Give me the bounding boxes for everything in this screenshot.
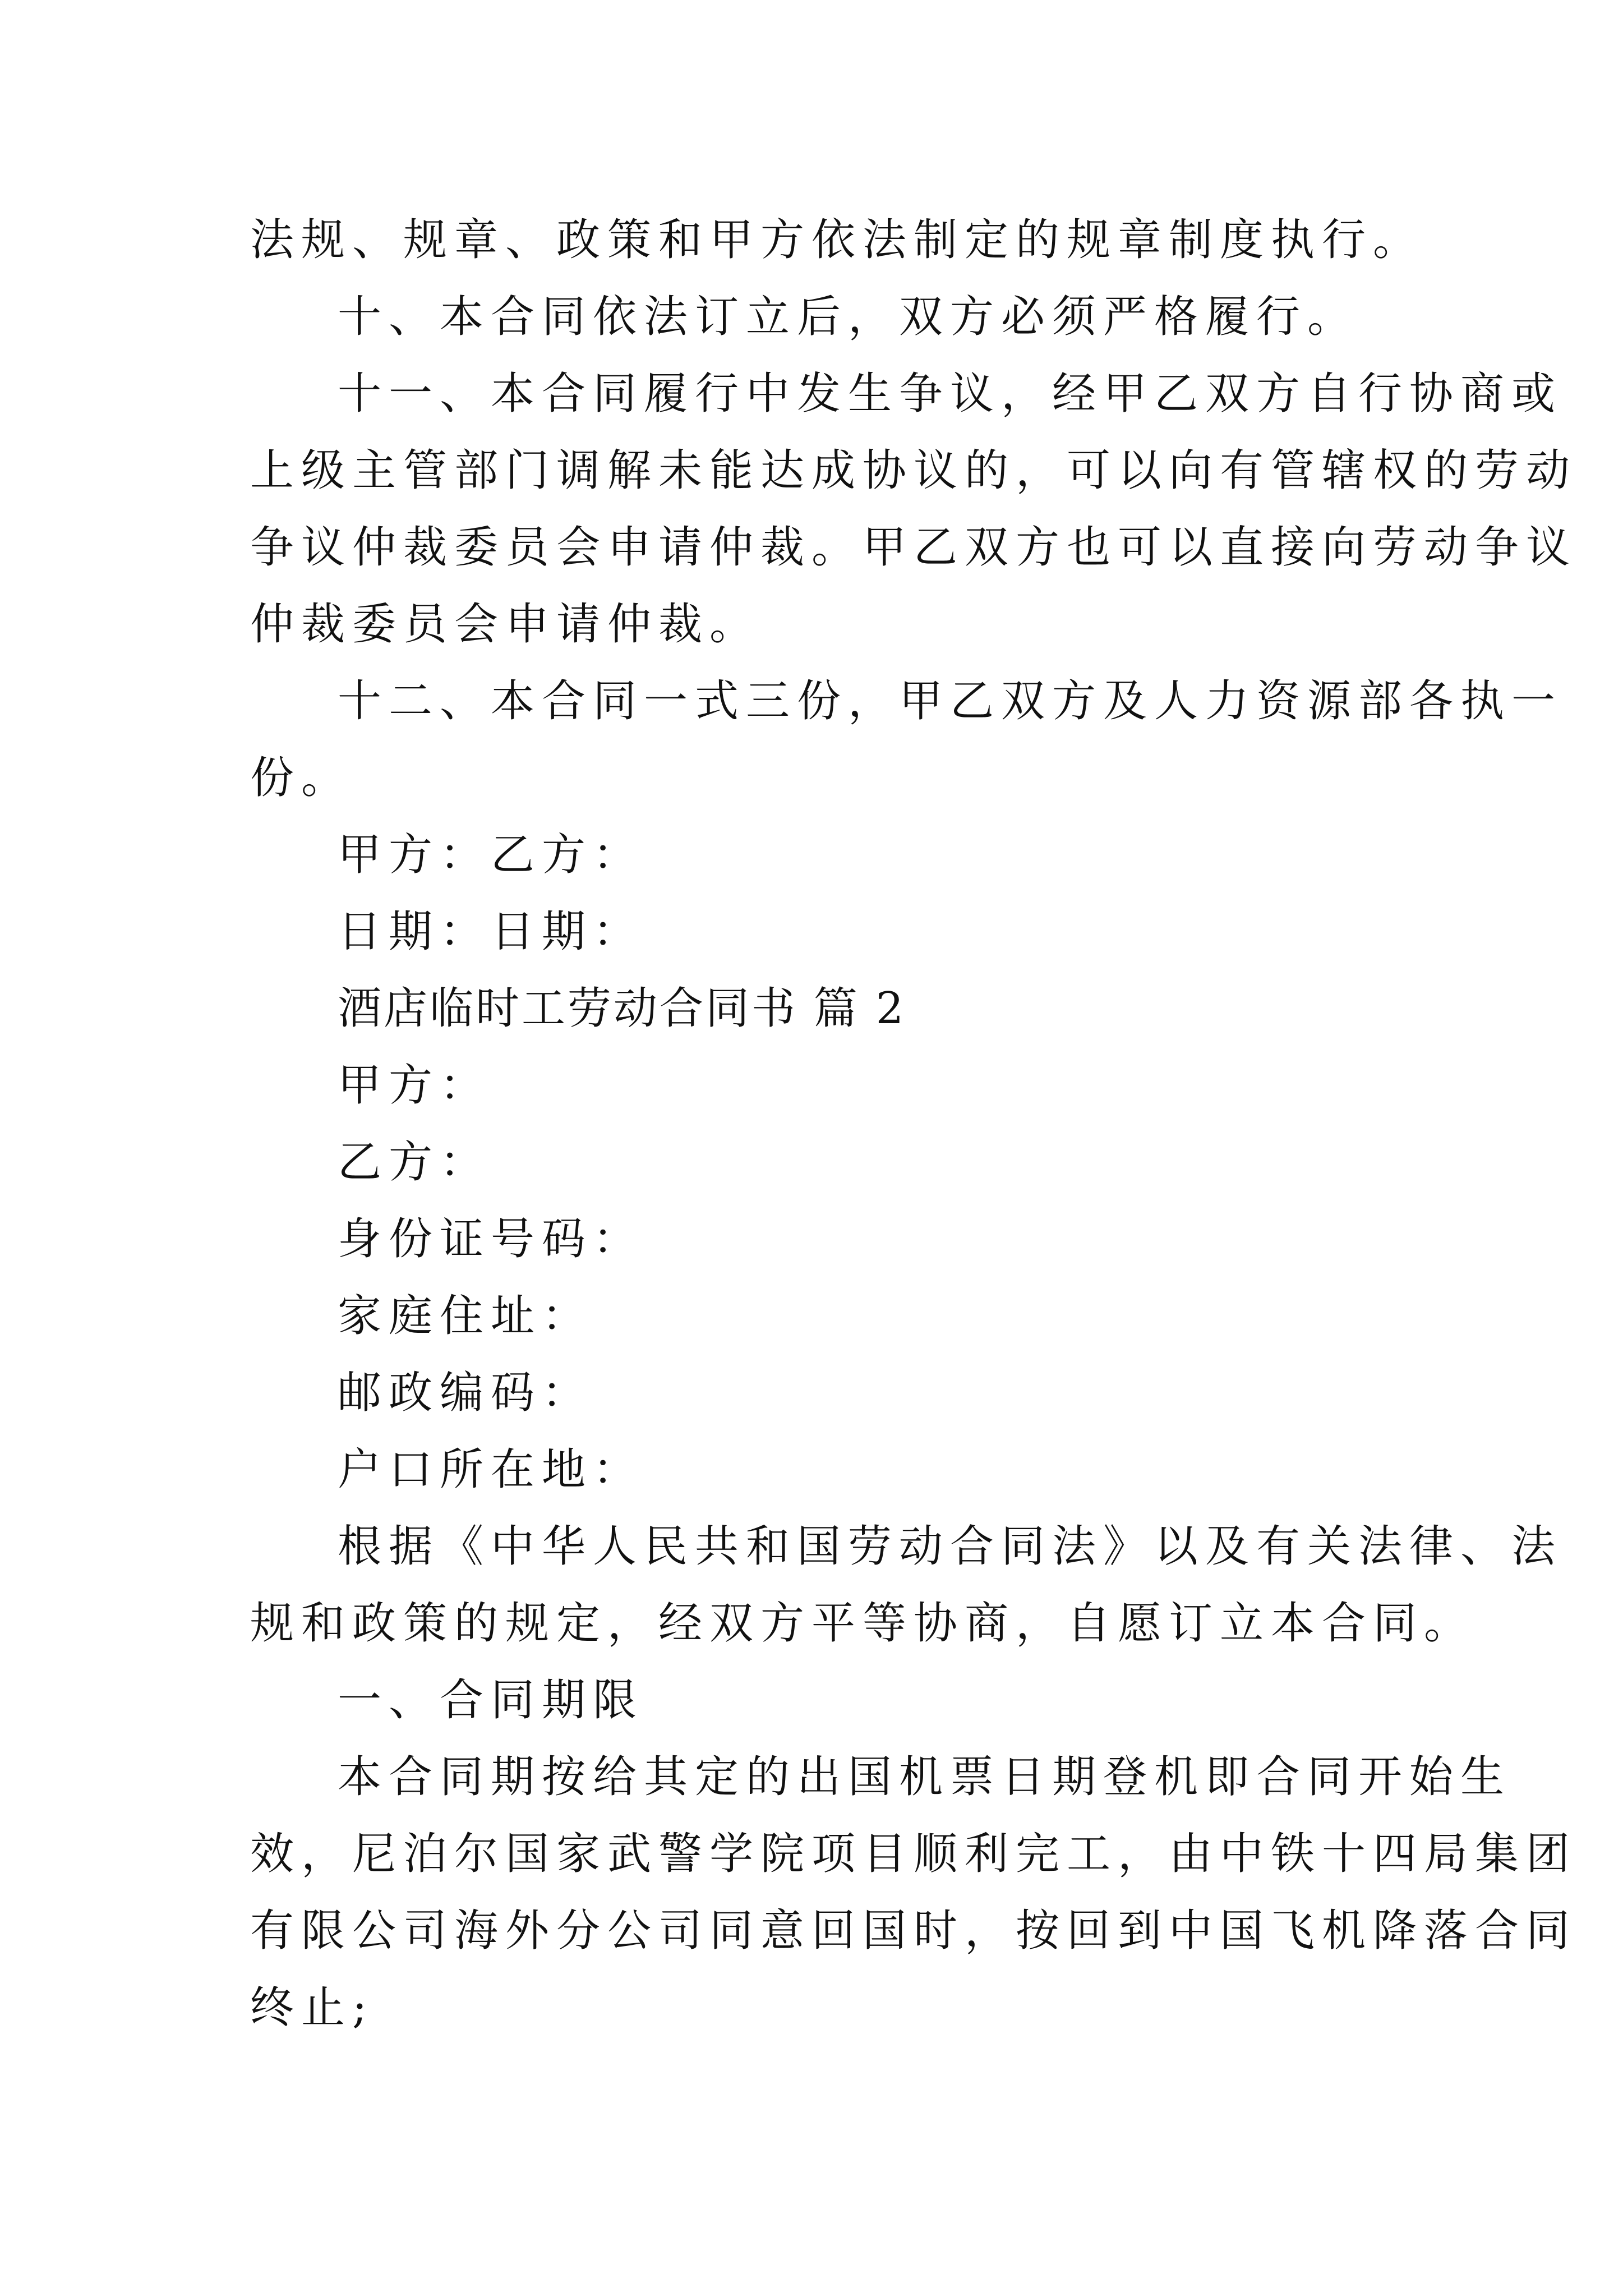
text-line: 本合同期按给其定的出国机票日期登机即合同开始生 — [338, 1752, 1512, 1802]
text-line: 日期：日期： — [338, 907, 644, 957]
text-line: 十二、本合同一式三份，甲乙双方及人力资源部各执一 — [338, 676, 1563, 726]
text-line: 有限公司海外分公司同意回国时，按回到中国飞机降落合同 — [250, 1906, 1578, 1956]
text-line: 乙方： — [338, 1137, 491, 1188]
text-line: 十、本合同依法订立后，双方必须严格履行。 — [338, 292, 1359, 342]
text-line: 邮政编码： — [338, 1368, 593, 1418]
section-heading: 酒店临时工劳动合同书 篇 2 — [338, 983, 906, 1034]
text-line: 身份证号码： — [338, 1214, 644, 1264]
text-line: 上级主管部门调解未能达成协议的，可以向有管辖权的劳动 — [250, 445, 1578, 496]
text-line: 一、合同期限 — [338, 1675, 644, 1726]
text-line: 终止; — [250, 1982, 375, 2033]
text-line: 仲裁委员会申请仲裁。 — [250, 599, 761, 650]
text-line: 甲方：乙方： — [338, 830, 644, 880]
text-line: 家庭住址： — [338, 1291, 593, 1341]
text-line: 效，尼泊尔国家武警学院项目顺利完工，由中铁十四局集团 — [250, 1829, 1578, 1879]
text-line: 法规、规章、政策和甲方依法制定的规章制度执行。 — [250, 215, 1424, 265]
text-line: 甲方： — [338, 1060, 491, 1111]
text-line: 规和政策的规定，经双方平等协商，自愿订立本合同。 — [250, 1598, 1476, 1649]
text-line: 份。 — [250, 753, 353, 803]
text-line: 十一、本合同履行中发生争议，经甲乙双方自行协商或 — [338, 369, 1563, 419]
text-line: 争议仲裁委员会申请仲裁。甲乙双方也可以直接向劳动争议 — [250, 522, 1578, 573]
text-line: 户口所在地： — [338, 1444, 644, 1495]
text-line: 根据《中华人民共和国劳动合同法》以及有关法律、法 — [338, 1521, 1563, 1572]
